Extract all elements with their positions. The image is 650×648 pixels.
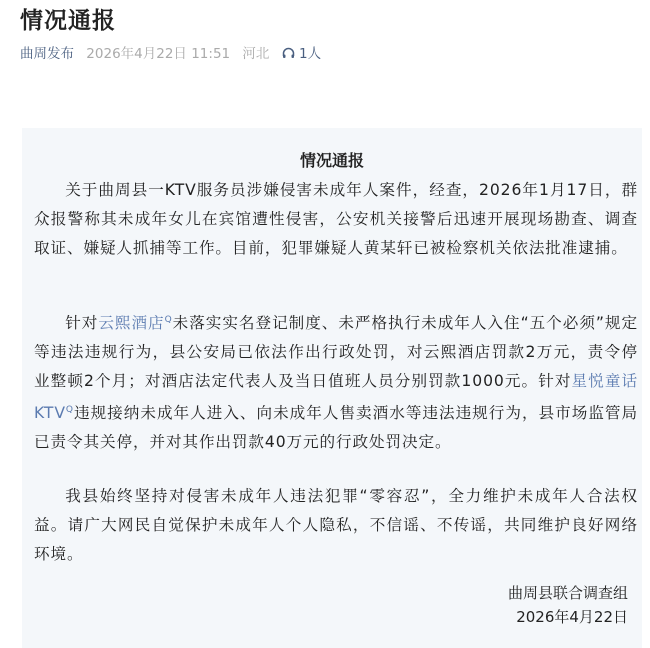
p2-text-c: 违规接纳未成年人进入、向未成年人售卖酒水等违法违规行为，县市场监管局已责令其关停，并对其作出罚款40万元的行政处罚决定。: [34, 404, 638, 452]
paragraph-1: 关于曲周县一KTV服务员涉嫌侵害未成年人案件，经查，2026年1月17日，群众报警称其未成年女儿在宾馆遭性侵害，公安机关接警后迅速开展现场勘查、调查取证、嫌疑人抓捕等工作。目前，犯罪嫌疑人黄某轩已被检察机关依法批准逮捕。: [34, 181, 638, 257]
hotel-search-link[interactable]: 云熙酒店: [98, 314, 165, 333]
article-meta: [20, 42, 337, 62]
signature-date: 2026年4月22日: [516, 608, 628, 626]
notice-title: 情况通报: [299, 151, 364, 170]
publish-time: 2026年4月22日 11:51: [86, 46, 231, 62]
article-title: 情况通报: [20, 8, 116, 34]
listener-count: 1人: [299, 46, 322, 62]
location: 河北: [242, 46, 270, 62]
headphones-icon: [282, 47, 295, 59]
ktv-search-link[interactable]: 星悦童话KTV: [34, 372, 638, 423]
author-link[interactable]: 曲周发布: [20, 46, 74, 62]
p2-text-a: 针对: [65, 314, 99, 333]
notice-image: [22, 128, 642, 648]
paragraph-3: 我县始终坚持对侵害未成年人违法犯罪“零容忍”，全力维护未成年人合法权益。请广大网民自觉保护未成年人个人隐私，不信谣、不传谣，共同维护良好网络环境。: [34, 487, 638, 563]
search-icon[interactable]: Q: [164, 315, 173, 325]
paragraph-2: [34, 306, 638, 457]
search-icon[interactable]: Q: [65, 405, 74, 416]
listen-button[interactable]: [282, 46, 329, 62]
signature: 曲周县联合调查组: [507, 584, 628, 602]
p2-text-b: 未落实实名登记制度、未严格执行未成年人入住“五个必须”规定等违法违规行为，县公安局已依法作出行政处罚，对云熙酒店罚款2万元，责令停业整顿2个月；对酒店法定代表人及当日值班人员分别罚款1000元。针对: [34, 314, 638, 391]
